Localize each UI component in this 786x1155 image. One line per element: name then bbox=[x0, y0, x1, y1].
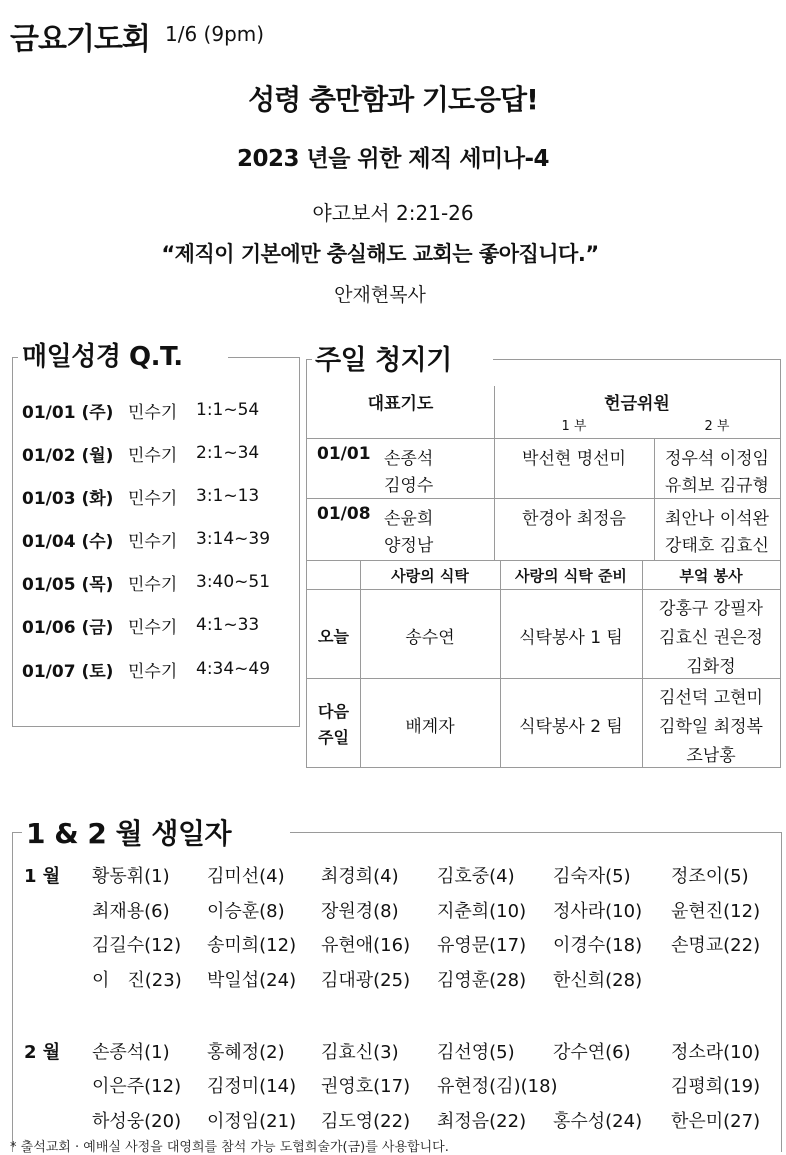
month-label-feb: 2 월 bbox=[24, 1042, 61, 1063]
offering-part2: 유희보 김규형 bbox=[665, 476, 769, 496]
table-server: 송수연 bbox=[405, 628, 455, 648]
birthday-name: 지춘희(10) bbox=[437, 901, 527, 922]
divider bbox=[12, 357, 18, 358]
event-date: 1/6 (9pm) bbox=[165, 22, 265, 46]
birthday-name: 최정음(22) bbox=[437, 1111, 527, 1132]
month-label-jan: 1 월 bbox=[24, 866, 61, 887]
qt-date: 01/01 (주) bbox=[22, 402, 114, 423]
birthday-name: 유영문(17) bbox=[437, 935, 527, 956]
birthday-name: 하성웅(20) bbox=[92, 1111, 182, 1132]
birthday-name: 김대광(25) bbox=[321, 970, 411, 991]
qt-verse: 2:1~34 bbox=[196, 443, 260, 463]
kitchen-names: 김효신 권은정 bbox=[659, 628, 763, 648]
prayer-name: 손종석 bbox=[384, 449, 434, 469]
grid-line bbox=[307, 498, 780, 499]
birthday-name: 이승훈(8) bbox=[207, 901, 285, 922]
offering-part2: 정우석 이정임 bbox=[665, 449, 769, 469]
offering-part1: 박선현 명선미 bbox=[522, 449, 626, 469]
prayer-name: 손윤희 bbox=[384, 509, 434, 529]
birthday-name: 이경수(18) bbox=[553, 935, 643, 956]
sunday-heading: 주일 청지기 bbox=[315, 345, 452, 376]
birthday-name: 유현정(김)(18) bbox=[437, 1076, 558, 1097]
page-title: 금요기도회 bbox=[10, 22, 150, 57]
grid-line bbox=[307, 438, 780, 439]
qt-date: 01/02 (월) bbox=[22, 445, 114, 466]
sermon-quote: “제직이 기본에만 충실해도 교회는 좋아집니다.” bbox=[161, 242, 599, 266]
grid-line bbox=[307, 589, 780, 590]
col-header-offering: 헌금위원 bbox=[604, 394, 670, 414]
birthday-name: 김정미(14) bbox=[207, 1076, 297, 1097]
birthday-name: 정소라(10) bbox=[671, 1042, 761, 1063]
kitchen-names: 김화정 bbox=[686, 657, 736, 677]
qt-date: 01/07 (토) bbox=[22, 661, 114, 682]
birthday-name: 손종석(1) bbox=[92, 1042, 170, 1063]
qt-verse: 4:34~49 bbox=[196, 659, 271, 679]
kitchen-names: 김선덕 고현미 bbox=[659, 688, 763, 708]
qt-verse: 3:1~13 bbox=[196, 486, 260, 506]
kitchen-names: 김학일 최정복 bbox=[659, 717, 763, 737]
row-label-next: 주일 bbox=[318, 728, 349, 747]
grid-line bbox=[307, 560, 780, 561]
qt-verse: 3:14~39 bbox=[196, 529, 271, 549]
birthday-name: 박일섭(24) bbox=[207, 970, 297, 991]
preacher-name: 안재현목사 bbox=[334, 284, 426, 306]
qt-row bbox=[22, 525, 270, 553]
col-header-part1: 1 부 bbox=[561, 419, 587, 434]
col-header-prayer: 대표기도 bbox=[367, 394, 434, 414]
sermon-headline: 성령 충만함과 기도응답! bbox=[248, 83, 538, 116]
qt-row bbox=[22, 568, 270, 596]
qt-row bbox=[22, 439, 259, 467]
birthday-name: 강수연(6) bbox=[553, 1042, 631, 1063]
birthday-name: 홍수성(24) bbox=[553, 1111, 643, 1132]
birthday-heading: 1 & 2 월 생일자 bbox=[26, 817, 232, 850]
qt-date: 01/06 (금) bbox=[22, 617, 114, 638]
birthday-name: 한은미(27) bbox=[671, 1111, 761, 1132]
birthday-name: 김미선(4) bbox=[207, 866, 285, 887]
birthday-name: 장원경(8) bbox=[321, 901, 399, 922]
birthday-name: 권영호(17) bbox=[321, 1076, 411, 1097]
birthday-name: 정조이(5) bbox=[671, 866, 749, 887]
birthday-name: 김선영(5) bbox=[437, 1042, 515, 1063]
qt-book: 민수기 bbox=[128, 402, 178, 423]
sunday-table bbox=[306, 359, 781, 768]
birthday-name: 유현애(16) bbox=[321, 935, 411, 956]
qt-date: 01/05 (목) bbox=[22, 574, 114, 595]
qt-book: 민수기 bbox=[128, 661, 178, 682]
row-label-today: 오늘 bbox=[318, 627, 349, 646]
divider bbox=[12, 832, 22, 833]
col-header-table-prep: 사랑의 식탁 준비 bbox=[515, 567, 627, 585]
table-server: 배계자 bbox=[405, 717, 455, 737]
birthday-name: 최재용(6) bbox=[92, 901, 170, 922]
birthday-name: 이정임(21) bbox=[207, 1111, 297, 1132]
birthday-name: 김호중(4) bbox=[437, 866, 515, 887]
birthday-name: 이은주(12) bbox=[92, 1076, 182, 1097]
birthday-name: 홍혜정(2) bbox=[207, 1042, 285, 1063]
qt-verse: 4:1~33 bbox=[196, 615, 260, 635]
birthday-name: 한신희(28) bbox=[553, 970, 643, 991]
kitchen-names: 강홍구 강필자 bbox=[659, 599, 763, 619]
prayer-name: 양정남 bbox=[384, 536, 434, 556]
qt-date: 01/03 (화) bbox=[22, 488, 114, 509]
birthday-name: 손명교(22) bbox=[671, 935, 761, 956]
table-prep-team: 식탁봉사 1 팀 bbox=[519, 628, 623, 648]
qt-verse: 1:1~54 bbox=[196, 400, 260, 420]
birthday-name: 김평희(19) bbox=[671, 1076, 761, 1097]
offering-part1: 한경아 최정음 bbox=[522, 509, 626, 529]
row-date: 01/01 bbox=[317, 444, 371, 464]
qt-heading: 매일성경 Q.T. bbox=[22, 342, 183, 372]
offering-part2: 강태호 김효신 bbox=[665, 536, 769, 556]
row-label-next: 다음 bbox=[318, 702, 349, 721]
birthday-name: 김길수(12) bbox=[92, 935, 182, 956]
kitchen-names: 조남홍 bbox=[686, 746, 736, 766]
col-header-part2: 2 부 bbox=[704, 419, 730, 434]
qt-row bbox=[22, 396, 259, 424]
scripture-reference: 야고보서 2:21-26 bbox=[312, 201, 474, 225]
qt-book: 민수기 bbox=[128, 445, 178, 466]
qt-book: 민수기 bbox=[128, 617, 178, 638]
divider bbox=[290, 832, 782, 833]
col-header-kitchen: 부엌 봉사 bbox=[679, 567, 743, 585]
col-header-table: 사랑의 식탁 bbox=[391, 567, 469, 585]
qt-date: 01/04 (수) bbox=[22, 531, 114, 552]
qt-book: 민수기 bbox=[128, 574, 178, 595]
divider bbox=[228, 357, 300, 358]
prayer-name: 김영수 bbox=[384, 476, 434, 496]
qt-book: 민수기 bbox=[128, 531, 178, 552]
row-date: 01/08 bbox=[317, 504, 371, 524]
qt-verse: 3:40~51 bbox=[196, 572, 271, 592]
qt-book: 민수기 bbox=[128, 488, 178, 509]
birthday-name: 김도영(22) bbox=[321, 1111, 411, 1132]
qt-row bbox=[22, 482, 259, 510]
birthday-name: 김숙자(5) bbox=[553, 866, 631, 887]
grid-line bbox=[307, 678, 780, 679]
birthday-name: 정사라(10) bbox=[553, 901, 643, 922]
qt-row bbox=[22, 611, 259, 639]
birthday-name: 이 진(23) bbox=[92, 970, 182, 991]
birthday-name: 김영훈(28) bbox=[437, 970, 527, 991]
table-prep-team: 식탁봉사 2 팀 bbox=[519, 717, 623, 737]
birthday-name: 송미희(12) bbox=[207, 935, 297, 956]
qt-row bbox=[22, 655, 270, 683]
birthday-name: 윤현진(12) bbox=[671, 901, 761, 922]
birthday-name: 황동휘(1) bbox=[92, 866, 170, 887]
birthday-name: 김효신(3) bbox=[321, 1042, 399, 1063]
footnote: * 출석교회 · 예배실 사정을 대영희를 참석 가능 도협희술가(금)를 사용합니다. bbox=[10, 1140, 449, 1155]
sermon-subtitle: 2023 년을 위한 제직 세미나-4 bbox=[236, 146, 550, 172]
birthday-name: 최경희(4) bbox=[321, 866, 399, 887]
offering-part2: 최안나 이석완 bbox=[665, 509, 769, 529]
